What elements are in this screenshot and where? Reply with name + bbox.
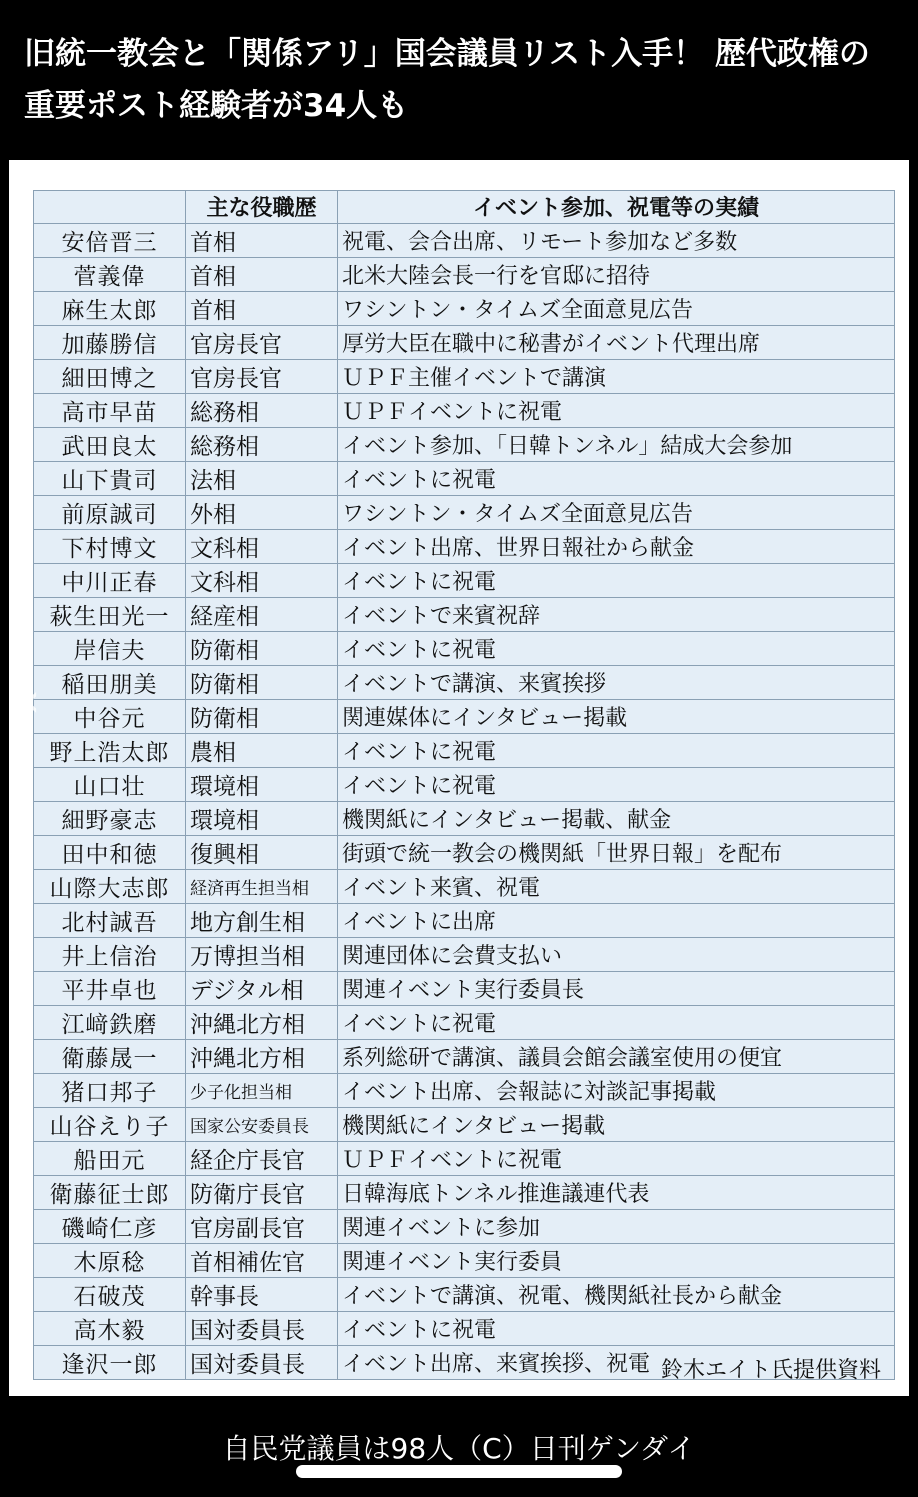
table-row xyxy=(34,291,895,325)
politician-record: イベントに祝電 xyxy=(338,733,895,767)
politician-post: 官房副長官 xyxy=(186,1209,338,1243)
politician-post: 総務相 xyxy=(186,393,338,427)
politician-name: 岸信夫 xyxy=(34,631,186,665)
politician-name: 木原稔 xyxy=(34,1243,186,1277)
politician-record: イベント出席、会報誌に対談記事掲載 xyxy=(338,1073,895,1107)
politician-post: 官房長官 xyxy=(186,325,338,359)
politician-record: イベントに祝電 xyxy=(338,631,895,665)
header-post: 主な役職歴 xyxy=(186,191,338,224)
politician-record: 関連イベント実行委員長 xyxy=(338,971,895,1005)
table-row xyxy=(34,1039,895,1073)
article-headline: 旧統一教会と「関係アリ」国会議員リスト入手！ 歴代政権の重要ポスト経験者が34人も xyxy=(24,36,870,124)
politician-name: 細田博之 xyxy=(34,359,186,393)
politician-record: ＵＰＦ主催イベントで講演 xyxy=(338,359,895,393)
chevron-left-icon[interactable]: ‹ xyxy=(22,673,41,727)
politician-post: 少子化担当相 xyxy=(186,1073,338,1107)
table-row xyxy=(34,257,895,291)
table-row xyxy=(34,359,895,393)
politician-record: イベントに祝電 xyxy=(338,461,895,495)
politician-post: 環境相 xyxy=(186,767,338,801)
politician-post: 経企庁長官 xyxy=(186,1141,338,1175)
politician-name: 細野豪志 xyxy=(34,801,186,835)
table-row xyxy=(34,1277,895,1311)
politician-post: 地方創生相 xyxy=(186,903,338,937)
politician-record: イベントで講演、祝電、機関紙社長から献金 xyxy=(338,1277,895,1311)
politician-record: 日韓海底トンネル推進議連代表 xyxy=(338,1175,895,1209)
politician-name: 武田良太 xyxy=(34,427,186,461)
politician-name: 逢沢一郎 xyxy=(34,1345,186,1379)
politician-post: 環境相 xyxy=(186,801,338,835)
politician-post: 国家公安委員長 xyxy=(186,1107,338,1141)
politician-name: 石破茂 xyxy=(34,1277,186,1311)
politician-post: 総務相 xyxy=(186,427,338,461)
politician-record: イベント来賓、祝電 xyxy=(338,869,895,903)
politician-record: ＵＰＦイベントに祝電 xyxy=(338,393,895,427)
table-row xyxy=(34,461,895,495)
politician-record: 関連イベントに参加 xyxy=(338,1209,895,1243)
politician-name: 井上信治 xyxy=(34,937,186,971)
politician-post: 国対委員長 xyxy=(186,1345,338,1379)
politician-record: ワシントン・タイムズ全面意見広告 xyxy=(338,495,895,529)
politician-name: 北村誠吾 xyxy=(34,903,186,937)
politician-record: 厚労大臣在職中に秘書がイベント代理出席 xyxy=(338,325,895,359)
politician-record: 関連イベント実行委員 xyxy=(338,1243,895,1277)
politician-post: 農相 xyxy=(186,733,338,767)
table-row xyxy=(34,1141,895,1175)
politician-record: イベントに祝電 xyxy=(338,767,895,801)
politician-post: 文科相 xyxy=(186,529,338,563)
politician-record: イベントに祝電 xyxy=(338,1311,895,1345)
table-row xyxy=(34,699,895,733)
politician-record: イベントに祝電 xyxy=(338,1005,895,1039)
table-row xyxy=(34,1243,895,1277)
politician-name: 山口壮 xyxy=(34,767,186,801)
politician-post: デジタル相 xyxy=(186,971,338,1005)
table-row xyxy=(34,767,895,801)
politician-name: 菅義偉 xyxy=(34,257,186,291)
table-row xyxy=(34,1311,895,1345)
politician-post: 万博担当相 xyxy=(186,937,338,971)
table-row xyxy=(34,869,895,903)
table-row xyxy=(34,733,895,767)
politician-post: 防衛相 xyxy=(186,665,338,699)
politician-post: 経済再生担当相 xyxy=(186,869,338,903)
politician-post: 防衛庁長官 xyxy=(186,1175,338,1209)
politician-name: 船田元 xyxy=(34,1141,186,1175)
politician-name: 猪口邦子 xyxy=(34,1073,186,1107)
politician-name: 衛藤晟一 xyxy=(34,1039,186,1073)
header-record: イベント参加、祝電等の実績 xyxy=(338,191,895,224)
table-row xyxy=(34,665,895,699)
source-credit: 鈴木エイト氏提供資料 xyxy=(660,1358,881,1383)
politician-post: 国対委員長 xyxy=(186,1311,338,1345)
politician-record: 関連団体に会費支払い xyxy=(338,937,895,971)
politician-post: 幹事長 xyxy=(186,1277,338,1311)
politician-record: 関連媒体にインタビュー掲載 xyxy=(338,699,895,733)
table-row xyxy=(34,1073,895,1107)
table-row xyxy=(34,971,895,1005)
politician-post: 沖縄北方相 xyxy=(186,1039,338,1073)
politician-name: 萩生田光一 xyxy=(34,597,186,631)
politician-post: 防衛相 xyxy=(186,631,338,665)
table-row xyxy=(34,597,895,631)
table-row xyxy=(34,1175,895,1209)
politician-record: イベント出席、世界日報社から献金 xyxy=(338,529,895,563)
politician-post: 官房長官 xyxy=(186,359,338,393)
table-row xyxy=(34,1209,895,1243)
politician-name: 平井卓也 xyxy=(34,971,186,1005)
politician-name: 稲田朋美 xyxy=(34,665,186,699)
politician-post: 首相 xyxy=(186,291,338,325)
table-row xyxy=(34,393,895,427)
table-row xyxy=(34,495,895,529)
politician-post: 経産相 xyxy=(186,597,338,631)
politician-record: イベント出席、来賓挨拶、祝電 xyxy=(338,1345,895,1379)
politician-record: 系列総研で講演、議員会館会議室使用の便宜 xyxy=(338,1039,895,1073)
politician-name: 高市早苗 xyxy=(34,393,186,427)
table-row xyxy=(34,801,895,835)
politician-name: 前原誠司 xyxy=(34,495,186,529)
politician-name: 山際大志郎 xyxy=(34,869,186,903)
politician-name: 衛藤征士郎 xyxy=(34,1175,186,1209)
politician-post: 首相 xyxy=(186,257,338,291)
table-row xyxy=(34,1005,895,1039)
politician-record: イベントで来賓祝辞 xyxy=(338,597,895,631)
politician-name: 田中和徳 xyxy=(34,835,186,869)
politician-name: 加藤勝信 xyxy=(34,325,186,359)
politician-name: 中谷元 xyxy=(34,699,186,733)
table-header-row xyxy=(34,191,895,224)
politician-record: ＵＰＦイベントに祝電 xyxy=(338,1141,895,1175)
politician-post: 防衛相 xyxy=(186,699,338,733)
table-row xyxy=(34,427,895,461)
table-row xyxy=(34,903,895,937)
politician-record: イベントに祝電 xyxy=(338,563,895,597)
politician-record: 北米大陸会長一行を官邸に招待 xyxy=(338,257,895,291)
politician-post: 文科相 xyxy=(186,563,338,597)
home-indicator[interactable] xyxy=(296,1465,622,1478)
politician-record: 街頭で統一教会の機関紙「世界日報」を配布 xyxy=(338,835,895,869)
document-image xyxy=(9,160,909,1396)
politician-post: 沖縄北方相 xyxy=(186,1005,338,1039)
politician-record: イベントで講演、来賓挨拶 xyxy=(338,665,895,699)
politician-record: 祝電、会合出席、リモート参加など多数 xyxy=(338,223,895,257)
image-caption: 自民党議員は98人（C）日刊ゲンダイ xyxy=(222,1432,696,1465)
table-row xyxy=(34,1107,895,1141)
politician-record: イベント参加、「日韓トンネル」結成大会参加 xyxy=(338,427,895,461)
politician-post: 法相 xyxy=(186,461,338,495)
table-row xyxy=(34,529,895,563)
table-row xyxy=(34,835,895,869)
politician-record: イベントに出席 xyxy=(338,903,895,937)
header-name xyxy=(34,191,186,224)
table-row xyxy=(34,631,895,665)
politician-name: 中川正春 xyxy=(34,563,186,597)
politician-name: 山下貴司 xyxy=(34,461,186,495)
politician-name: 麻生太郎 xyxy=(34,291,186,325)
table-row xyxy=(34,563,895,597)
politician-post: 首相補佐官 xyxy=(186,1243,338,1277)
table-row xyxy=(34,325,895,359)
table-row xyxy=(34,223,895,257)
politician-name: 山谷えり子 xyxy=(34,1107,186,1141)
politician-table xyxy=(33,190,895,1380)
politician-record: ワシントン・タイムズ全面意見広告 xyxy=(338,291,895,325)
table-row xyxy=(34,937,895,971)
politician-name: 安倍晋三 xyxy=(34,223,186,257)
politician-record: 機関紙にインタビュー掲載、献金 xyxy=(338,801,895,835)
politician-post: 外相 xyxy=(186,495,338,529)
politician-post: 首相 xyxy=(186,223,338,257)
politician-post: 復興相 xyxy=(186,835,338,869)
politician-name: 磯崎仁彦 xyxy=(34,1209,186,1243)
politician-name: 高木毅 xyxy=(34,1311,186,1345)
politician-name: 江﨑鉄磨 xyxy=(34,1005,186,1039)
politician-record: 機関紙にインタビュー掲載 xyxy=(338,1107,895,1141)
politician-name: 下村博文 xyxy=(34,529,186,563)
politician-name: 野上浩太郎 xyxy=(34,733,186,767)
